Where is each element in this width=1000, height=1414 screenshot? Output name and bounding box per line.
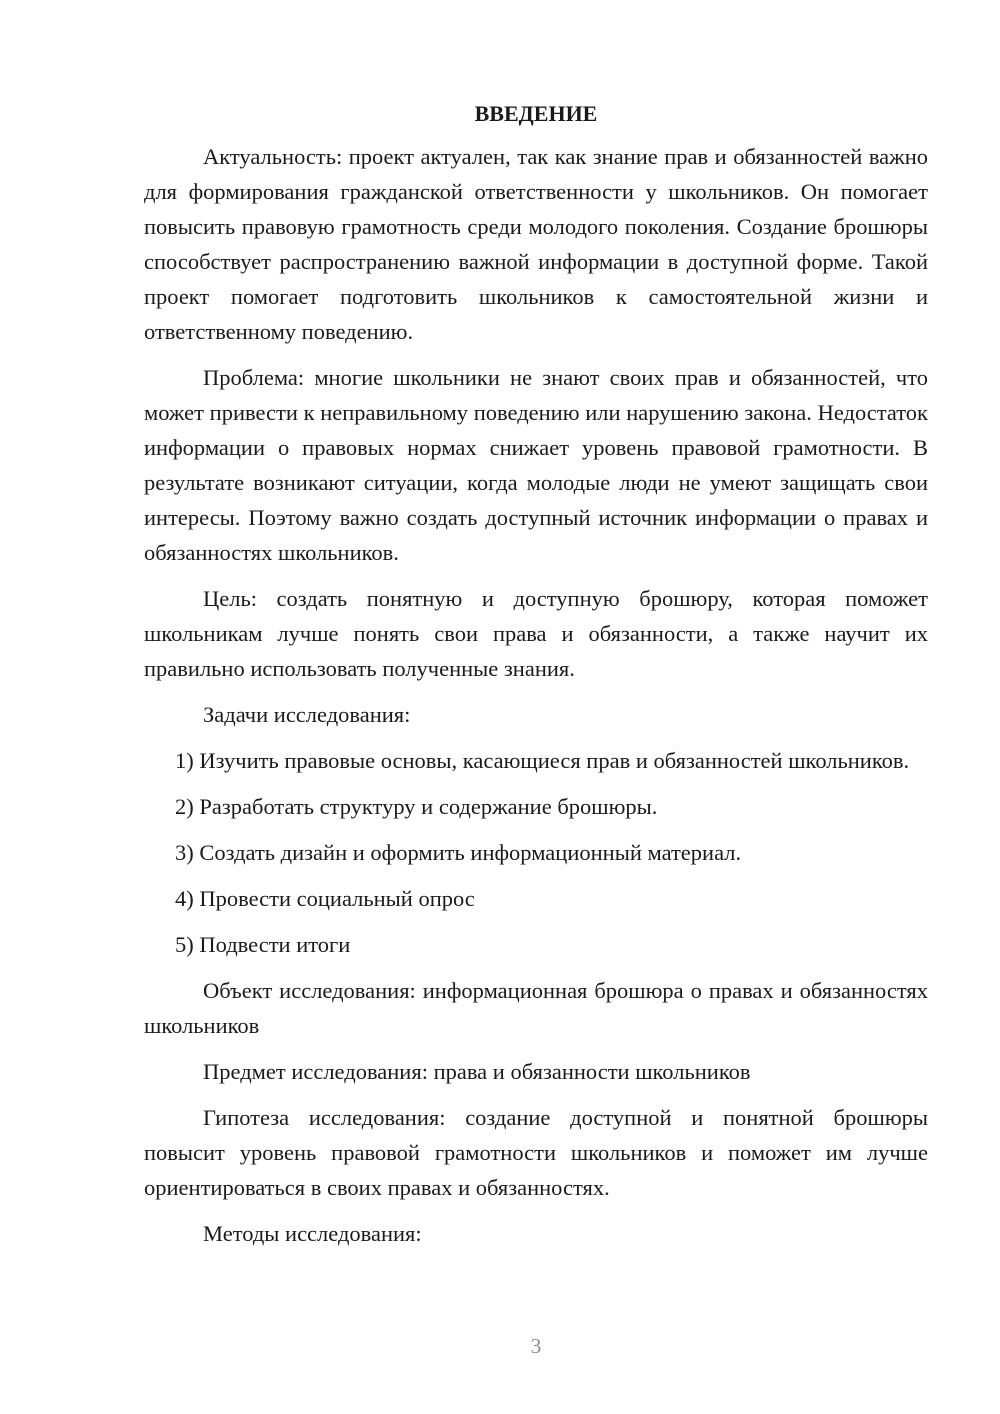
goal-paragraph: Цель: создать понятную и доступную брошюру, которая поможет школьникам лучше понять свои права и обязанности, а также научит их правильно использовать полученные знания. — [144, 586, 928, 681]
object-paragraph: Объект исследования: информационная брошюра о правах и обязанностях школьников — [144, 978, 928, 1038]
methods-heading: Методы исследования: — [203, 1221, 422, 1246]
page-title: ВВЕДЕНИЕ — [474, 101, 598, 126]
task-item: 2) Разработать структуру и содержание брошюры. — [175, 794, 658, 819]
task-item: 3) Создать дизайн и оформить информационный материал. — [175, 840, 742, 865]
hypothesis-paragraph: Гипотеза исследования: создание доступной и понятной брошюры повысит уровень правовой грамотности школьников и поможет им лучше ориентироваться в своих правах и обязанностях. — [144, 1105, 928, 1200]
subject-paragraph: Предмет исследования: права и обязанности школьников — [203, 1059, 751, 1084]
relevance-paragraph: Актуальность: проект актуален, так как знание прав и обязанностей важно для формирования гражданской ответственности у школьников. Он помогает повысить правовую грамотность среди молодого поколения. Создание брошюры способствует распространению важной информации в доступной форме. Такой проект помогает подготовить школьников к самостоятельной жизни и ответственному поведению. — [144, 144, 928, 344]
task-item: 4) Провести социальный опрос — [175, 886, 475, 911]
problem-paragraph: Проблема: многие школьники не знают своих прав и обязанностей, что может привести к неправильному поведению или нарушению закона. Недостаток информации о правовых нормах снижает уровень правовой грамотности. В результате возникают ситуации, когда молодые люди не умеют защищать свои интересы. Поэтому важно создать доступный источник информации о правах и обязанностях школьников. — [144, 365, 928, 565]
tasks-heading: Задачи исследования: — [203, 702, 411, 727]
page-number: 3 — [530, 1334, 542, 1358]
task-item: 1) Изучить правовые основы, касающиеся прав и обязанностей школьников. — [175, 748, 910, 773]
page-content — [144, 96, 928, 1262]
task-item: 5) Подвести итоги — [175, 932, 351, 957]
